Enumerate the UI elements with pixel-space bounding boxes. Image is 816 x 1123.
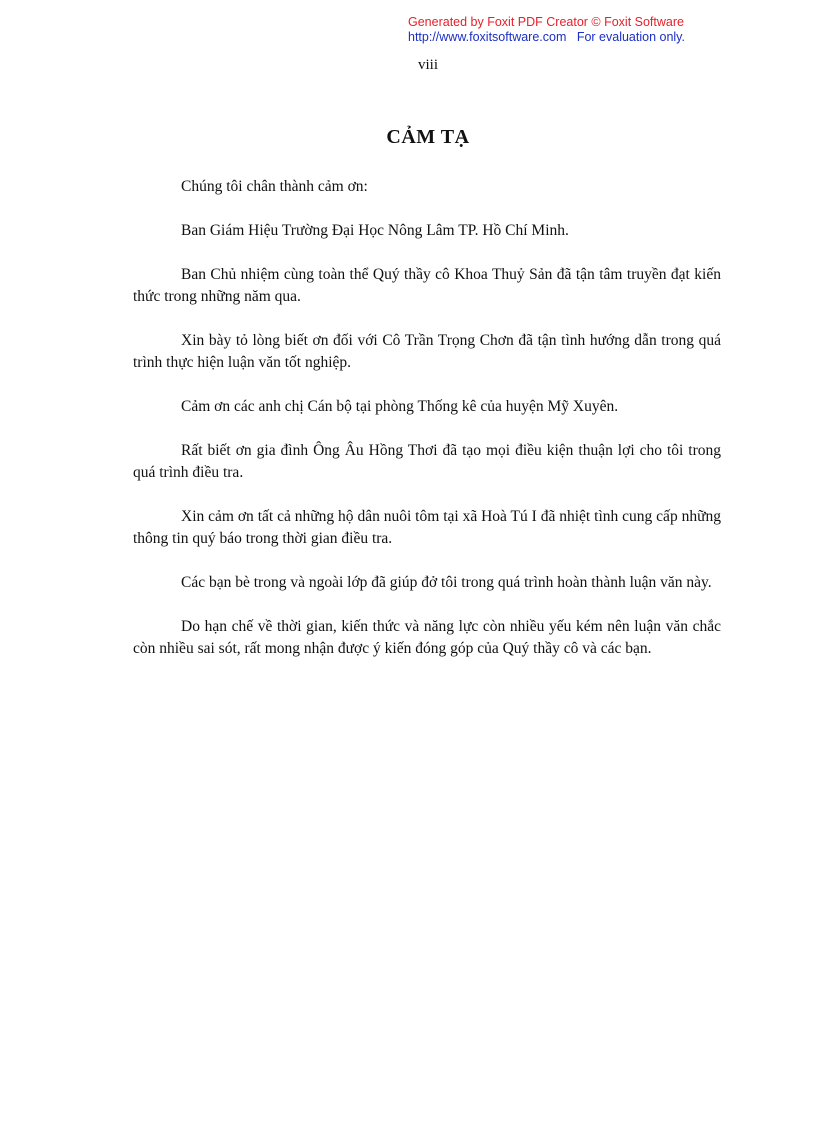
watermark-note: For evaluation only. xyxy=(576,30,685,44)
paragraph-board: Ban Giám Hiệu Trường Đại Học Nông Lâm TP. Hồ Chí Minh. xyxy=(181,222,569,239)
watermark-url: http://www.foxitsoftware.com xyxy=(408,30,567,44)
page-number: viii xyxy=(417,57,438,73)
paragraph-statistics-office: Cảm ơn các anh chị Cán bộ tại phòng Thống kê của huyện Mỹ Xuyên. xyxy=(181,398,619,415)
watermark-line-2 xyxy=(408,30,685,45)
acknowledgement-body xyxy=(133,176,721,682)
paragraph-closing: Do hạn chế về thời gian, kiến thức và năng lực còn nhiều yếu kém nên luận văn chắc còn nhiều sai sót, rất mong nhận được ý kiến đóng góp của Quý thầy cô và các bạn. xyxy=(133,618,721,657)
paragraph-friends: Các bạn bè trong và ngoài lớp đã giúp đở tôi trong quá trình hoàn thành luận văn này. xyxy=(181,574,712,591)
paragraph-opening: Chúng tôi chân thành cảm ơn: xyxy=(181,178,368,195)
paragraph-farmers: Xin cảm ơn tất cả những hộ dân nuôi tôm tại xã Hoà Tú I đã nhiệt tình cung cấp những thông tin quý báo trong thời gian điều tra. xyxy=(133,508,721,547)
paragraph-faculty: Ban Chủ nhiệm cùng toàn thể Quý thầy cô Khoa Thuỷ Sản đã tận tâm truyền đạt kiến thức trong những năm qua. xyxy=(133,266,721,305)
paragraph-family: Rất biết ơn gia đình Ông Âu Hồng Thơi đã tạo mọi điều kiện thuận lợi cho tôi trong quá trình điều tra. xyxy=(133,442,721,481)
foxit-watermark xyxy=(408,15,685,45)
paragraph-supervisor: Xin bày tỏ lòng biết ơn đối với Cô Trần Trọng Chơn đã tận tình hướng dẫn trong quá trình thực hiện luận văn tốt nghiệp. xyxy=(133,332,721,371)
watermark-line-1: Generated by Foxit PDF Creator © Foxit Software xyxy=(408,15,684,29)
page-title: CẢM TẠ xyxy=(386,126,470,148)
